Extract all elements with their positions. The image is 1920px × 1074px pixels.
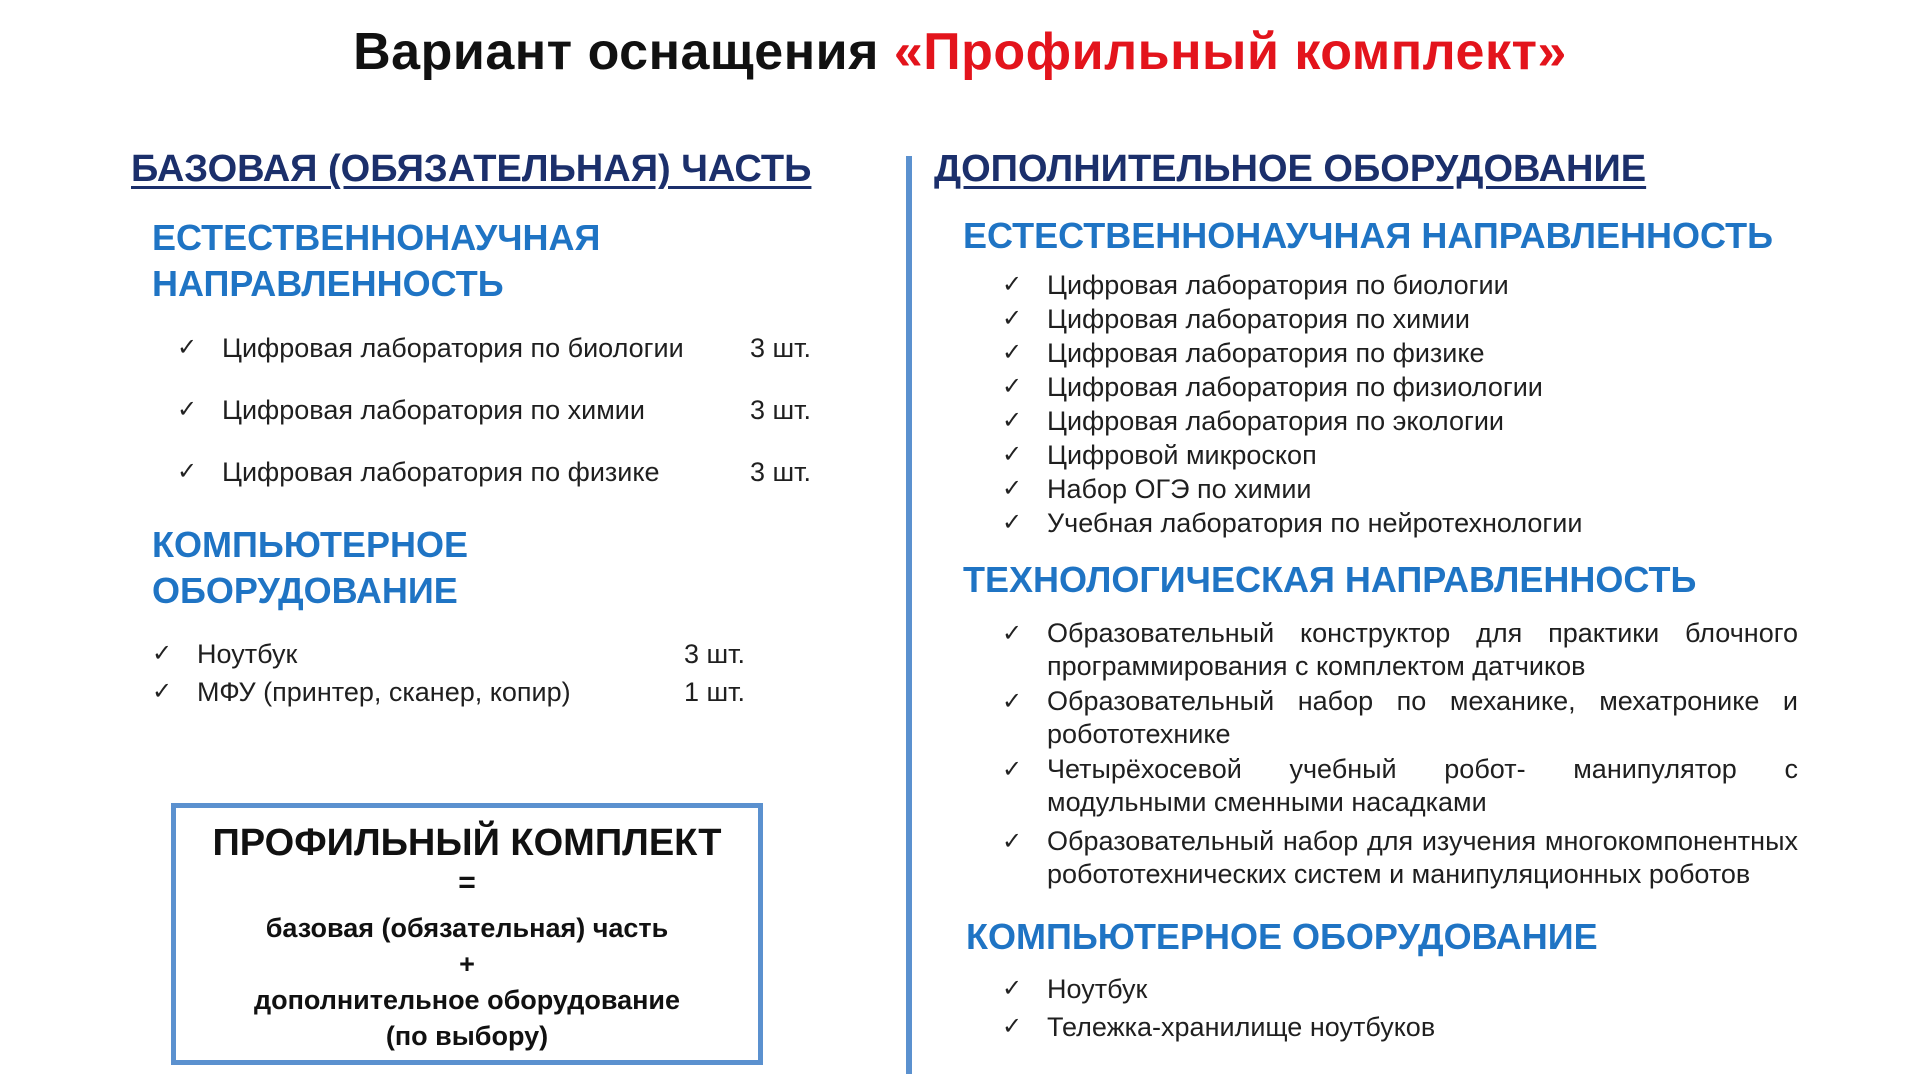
- item-label: Цифровая лаборатория по физике: [1047, 338, 1485, 368]
- additional-equipment-heading: ДОПОЛНИТЕЛЬНОЕ ОБОРУДОВАНИЕ: [934, 148, 1647, 190]
- item-label: Цифровая лаборатория по экологии: [1047, 406, 1505, 436]
- check-icon: ✓: [1002, 688, 1023, 715]
- check-icon: ✓: [1002, 975, 1023, 1002]
- item-qty: 1 шт.: [684, 677, 746, 707]
- list-item: [177, 331, 857, 393]
- basic-natural-heading: [152, 215, 600, 307]
- list-item: [1002, 506, 1802, 540]
- item-qty: 3 шт.: [750, 395, 812, 425]
- title-accent: «Профильный комплект»: [893, 23, 1567, 81]
- basic-computer-list: [152, 637, 832, 713]
- basic-computer-heading-line2: ОБОРУДОВАНИЕ: [152, 570, 458, 611]
- formula-part3: (по выбору): [385, 1021, 549, 1051]
- item-label: Цифровая лаборатория по химии: [1047, 304, 1470, 334]
- title-main: Вариант оснащения: [353, 23, 894, 81]
- additional-tech-list: [1002, 617, 1798, 893]
- check-icon: ✓: [1002, 441, 1023, 468]
- formula-plus: +: [459, 949, 475, 979]
- profile-kit-formula-box: [171, 803, 763, 1065]
- basic-computer-heading-line1: КОМПЬЮТЕРНОЕ: [152, 524, 468, 565]
- check-icon: ✓: [1002, 305, 1023, 332]
- list-item: [1002, 370, 1802, 404]
- check-icon: ✓: [1002, 509, 1023, 536]
- check-icon: ✓: [1002, 373, 1023, 400]
- check-icon: ✓: [1002, 1013, 1023, 1040]
- basic-computer-heading: [152, 522, 468, 614]
- check-icon: ✓: [177, 458, 198, 485]
- item-qty: 3 шт.: [684, 639, 746, 669]
- basic-part-heading: БАЗОВАЯ (ОБЯЗАТЕЛЬНАЯ) ЧАСТЬ: [131, 148, 812, 190]
- formula-heading: ПРОФИЛЬНЫЙ КОМПЛЕКТ: [212, 822, 722, 864]
- item-label: МФУ (принтер, сканер, копир): [197, 677, 571, 707]
- formula-part2: дополнительное оборудование: [253, 985, 681, 1015]
- item-qty: 3 шт.: [750, 333, 812, 363]
- check-icon: ✓: [152, 640, 173, 667]
- additional-tech-heading: ТЕХНОЛОГИЧЕСКАЯ НАПРАВЛЕННОСТЬ: [963, 559, 1697, 600]
- additional-computer-heading: КОМПЬЮТЕРНОЕ ОБОРУДОВАНИЕ: [966, 916, 1598, 957]
- list-item: [1002, 753, 1798, 819]
- check-icon: ✓: [1002, 407, 1023, 434]
- check-icon: ✓: [177, 396, 198, 423]
- additional-natural-list: [1002, 268, 1802, 540]
- check-icon: ✓: [152, 678, 173, 705]
- item-label: Цифровая лаборатория по физиологии: [1047, 372, 1543, 402]
- basic-natural-heading-line2: НАПРАВЛЕННОСТЬ: [152, 263, 504, 304]
- list-item: [152, 637, 832, 675]
- list-item: [1002, 617, 1798, 683]
- list-item: [1002, 268, 1802, 302]
- list-item: [152, 675, 832, 713]
- list-item: [1002, 438, 1802, 472]
- item-label: Четырёхосевой учебный робот- манипулятор с модульными сменными насадками: [1047, 754, 1798, 817]
- list-item: [1002, 825, 1798, 891]
- item-label: Цифровая лаборатория по химии: [222, 395, 645, 425]
- item-label: Образовательный набор для изучения многокомпонентных робототехнических систем и манипуляционных роботов: [1047, 826, 1798, 889]
- check-icon: ✓: [1002, 620, 1023, 647]
- check-icon: ✓: [1002, 271, 1023, 298]
- formula-part1: базовая (обязательная) часть: [265, 913, 669, 943]
- list-item: [1002, 404, 1802, 438]
- item-qty: 3 шт.: [750, 457, 812, 487]
- list-item: [1002, 1010, 1802, 1048]
- check-icon: ✓: [1002, 475, 1023, 502]
- basic-natural-list: [177, 331, 857, 517]
- list-item: [1002, 472, 1802, 506]
- check-icon: ✓: [1002, 756, 1023, 783]
- item-label: Образовательный конструктор для практики блочного программирования с комплектом датчиков: [1047, 618, 1798, 681]
- formula-equals: =: [458, 866, 476, 899]
- check-icon: ✓: [1002, 828, 1023, 855]
- basic-natural-heading-line1: ЕСТЕСТВЕННОНАУЧНАЯ: [152, 217, 601, 258]
- item-label: Ноутбук: [197, 639, 298, 669]
- item-label: Цифровая лаборатория по биологии: [222, 333, 684, 363]
- additional-natural-heading: ЕСТЕСТВЕННОНАУЧНАЯ НАПРАВЛЕННОСТЬ: [963, 215, 1773, 256]
- additional-computer-list: [1002, 972, 1802, 1048]
- slide-title: [0, 22, 1920, 82]
- item-label: Цифровая лаборатория по биологии: [1047, 270, 1509, 300]
- item-label: Набор ОГЭ по химии: [1047, 474, 1312, 504]
- list-item: [1002, 972, 1802, 1010]
- list-item: [177, 393, 857, 455]
- item-label: Образовательный набор по механике, мехатронике и робототехнике: [1047, 686, 1798, 749]
- column-divider: [906, 156, 912, 1074]
- list-item: [1002, 336, 1802, 370]
- list-item: [1002, 685, 1798, 751]
- item-label: Тележка-хранилище ноутбуков: [1047, 1012, 1436, 1042]
- check-icon: ✓: [1002, 339, 1023, 366]
- item-label: Цифровая лаборатория по физике: [222, 457, 660, 487]
- list-item: [177, 455, 857, 517]
- list-item: [1002, 302, 1802, 336]
- item-label: Ноутбук: [1047, 974, 1148, 1004]
- item-label: Учебная лаборатория по нейротехнологии: [1047, 508, 1583, 538]
- item-label: Цифровой микроскоп: [1047, 440, 1317, 470]
- check-icon: ✓: [177, 334, 198, 361]
